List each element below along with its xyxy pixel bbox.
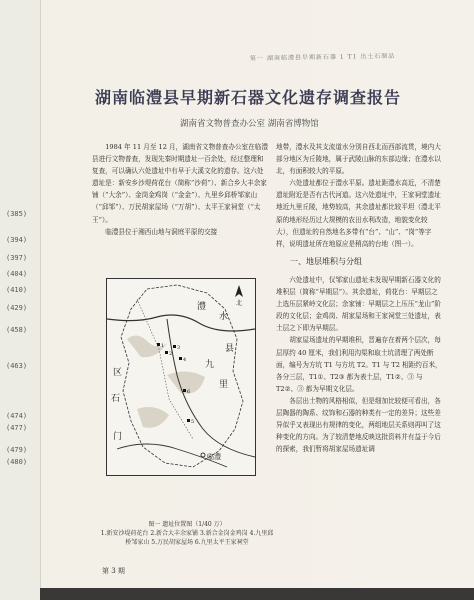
left-margin-strip — [0, 0, 41, 600]
north-label: 北 — [236, 300, 243, 307]
svg-text:2: 2 — [169, 351, 173, 357]
caption-legend: 1.新安沙堤荷花台 2.新合大丰余家铺 3.新合金岗金鸡岗 4.九里邱桥邹家山 5.万民胡家屋场 6.九里太平王家祠堂 — [100, 530, 274, 546]
article-title: 湖南临澧县早期新石器文化遗存调查报告 — [95, 88, 402, 107]
svg-text:1: 1 — [161, 343, 165, 349]
left-column — [92, 141, 268, 238]
running-head: 第一 湖南临澧县早期新石器 1 T1 出土石制品 — [249, 52, 396, 63]
margin-number: (474) — [6, 412, 28, 420]
map-label-li2: 里 — [219, 380, 229, 390]
map-label-men: 门 — [113, 432, 123, 442]
paragraph: 1984 年 11 月至 12 月，湖南省文物普查办公室在临澧县进行文物普查，发现先秦时期遗址一百余处，经过整理和复查，可以确认六处遗址中有早于大溪文化的遗存。这六处遗址是：新安乡沙堤荷花台（简称“沙荷”）、新合乡大丰余家铺（“大余”）、金岗金鸡岗（“金金”）、九里乡邱桥邹家山（“邱邹”）、万民胡家屋场（“万胡”）、太平王家祠堂（“太王”）。 — [92, 143, 268, 224]
map-drawing — [107, 279, 255, 475]
margin-number: (394) — [6, 236, 28, 244]
margin-number: (458) — [6, 326, 28, 334]
site-marker-2 — [165, 351, 172, 357]
scan-edge — [40, 588, 474, 600]
svg-text:3: 3 — [177, 345, 181, 351]
margin-number: (463) — [6, 362, 28, 370]
map-label-xian: 县 — [225, 344, 235, 354]
map-frame — [106, 278, 256, 476]
site-marker-6 — [183, 389, 190, 395]
map-label-jiu: 九 — [205, 360, 215, 370]
north-arrow — [235, 285, 243, 307]
svg-text:4: 4 — [183, 357, 187, 363]
article-authors: 湖南省文物普查办公室 湖南省博物馆 — [180, 119, 319, 129]
paragraph: 地带，澧水及其支流道水分别自西北而西部流贯，境内大部分地区为丘陵地，属于武陵山脉的东部边缘；在澧水以北，有面积较大的平原。 — [276, 143, 441, 176]
map-label-linli: 临澧 — [207, 453, 221, 461]
map-label-shi: 石 — [111, 394, 121, 404]
paragraph: 各层出土物的风格相似，但是细加比较便可看出，各层陶器的陶系、纹饰和石器的种类有一定的差异；这些差异似乎又表现出有规律的变化，两组地层关系则再叫了这种变化的方向。为了较清楚地反映这批资料并有益于今后的探索，我们暂将胡家屋场遗址调 — [276, 396, 441, 454]
site-location-map — [96, 272, 272, 512]
paragraph: 六处遗址都位于澧水平原。遗址距澧水高近，不清楚遗址附近是否有古代河道。这六处遗址中，王家祠堂遗址地近九里丘陵，地势较高，其余遗址都比较平坦（澧北平原的地形经历过大规模的农田水利改造，地貌变化较大），但遗址的自然地名多带有“台”、“山”、“岗”等字样，说明遗址所在地原应是稍高的台地（图一）。 — [276, 179, 441, 248]
section-heading: 一、地层堆积与分组 — [290, 256, 362, 266]
hill-area — [137, 407, 169, 428]
map-label-shui: 水 — [219, 312, 229, 322]
margin-number: (404) — [6, 270, 28, 278]
svg-text:5: 5 — [191, 419, 195, 425]
margin-number: (385) — [6, 210, 28, 218]
map-label-xi: 区 — [113, 368, 123, 378]
site-marker-3 — [173, 345, 180, 351]
paragraph: 六处遗址中，仅邹家山遗址未发现早期新石器文化的堆积层（简称“早期层”）。其余遗址，荷花台：早期层之上选压层紧岭文化层；余家铺：早期层之上压压“龙山”阶段的文化层；金鸡岗、胡家屋场和王家祠堂三处遗址，表土层之下即为早期层。 — [276, 275, 441, 333]
caption-title: 图一 遗址位置图（1/40 万） — [148, 521, 226, 528]
margin-number: (479) — [6, 446, 28, 454]
svg-text:6: 6 — [187, 389, 191, 395]
map-label-li: 澧 — [197, 302, 207, 312]
margin-number: (477) — [6, 424, 28, 432]
page-number: 第 3 期 — [102, 567, 125, 575]
margin-number: (410) — [6, 286, 28, 294]
paragraph: 临澧县位于湘西山地与洞庭平原的交接 — [105, 227, 218, 236]
county-seat-marker — [201, 453, 205, 457]
right-column — [276, 141, 444, 455]
margin-number: (397) — [6, 254, 28, 262]
margin-number: (480) — [6, 458, 28, 466]
paragraph: 胡家屋场遗址的早期堆积，晋遍存在着两个层次，每层厚约 40 厘米，我们利用沟渠和取土坑清理了两处断面，编号为方坑 T1 与方坑 T2。T1 与 T2 相距约百米，各分三层，T1①、T2③ 都为表土层，T1②、③ 与 T2②、③ 都为早期文化层。 — [276, 336, 442, 393]
margin-number: (429) — [6, 304, 28, 312]
site-marker-4 — [179, 357, 186, 363]
map-caption — [98, 520, 276, 547]
site-marker-5 — [187, 419, 194, 425]
